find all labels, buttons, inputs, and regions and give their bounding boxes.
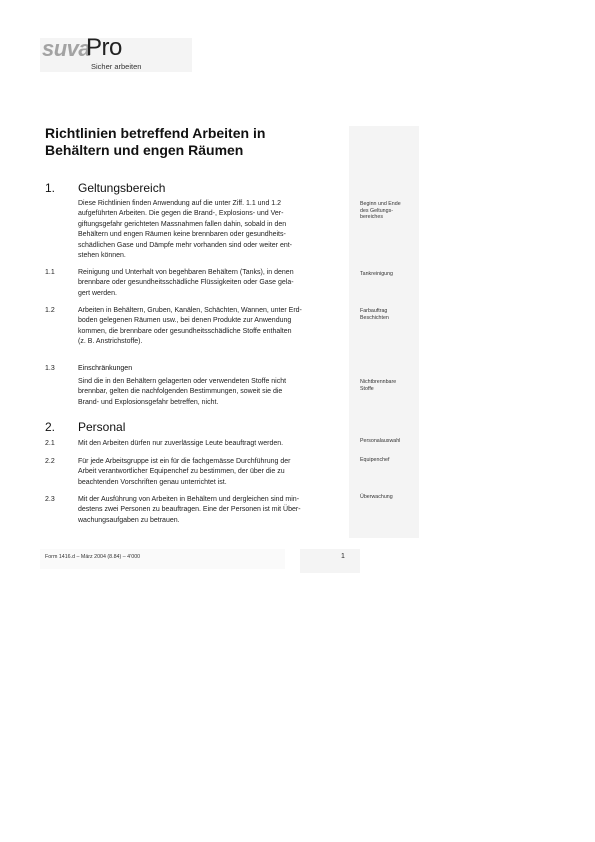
- item-number: 1.1: [45, 269, 55, 276]
- margin-note: Nichtbrennbare Stoffe: [360, 379, 397, 392]
- form-info: Form 1416.d – März 2004 (8.84) – 4’000: [45, 554, 141, 560]
- logo-brand-right: Pro: [86, 34, 122, 61]
- section-intro-text: Diese Richtlinien finden Anwendung auf die unter Ziff. 1.1 und 1.2 aufgeführten Arbeiten. Die gegen die Brand-, Explosions- und Ver- giftungsgefahr gerichteten Massnahmen fallen dahin, sobald in den Behältern und engen Räumen keine brennbaren oder gesundheits- schädlichen Gase und Dämpfe mehr vorhanden sind oder weiter ent- stehen können.: [78, 200, 293, 260]
- item-text: Mit den Arbeiten dürfen nur zuverlässige Leute beauftragt werden.: [78, 440, 284, 447]
- section-number: 1.: [45, 181, 56, 195]
- item-number: 2.2: [45, 458, 55, 465]
- section-heading: Personal: [78, 420, 126, 434]
- document-title-line-1: Richtlinien betreffend Arbeiten in: [45, 125, 266, 141]
- margin-note: Beginn und Ende des Geltungs- bereiches: [360, 201, 401, 221]
- item-text: Mit der Ausführung von Arbeiten in Behältern und dergleichen sind min- destens zwei Personen zu beauftragen. Eine der Personen ist mit Über- wachungsaufgaben zu betrauen.: [78, 496, 301, 524]
- item-text: Reinigung und Unterhalt von begehbaren Behältern (Tanks), in denen brennbare oder gesundheitsschädliche Flüssigkeiten oder Gase gela- gert werden.: [78, 269, 294, 297]
- document-title-line-2: Behältern und engen Räumen: [45, 142, 244, 158]
- section-heading: Geltungsbereich: [78, 181, 166, 195]
- logo-brand-left: suva: [42, 36, 91, 61]
- logo-tagline: Sicher arbeiten: [91, 62, 142, 71]
- margin-note: Tankreinigung: [360, 271, 393, 277]
- document-title: [45, 125, 345, 159]
- margin-note: Equipenchef: [360, 457, 390, 463]
- page-number-background: [300, 549, 360, 573]
- item-number: 1.2: [45, 307, 55, 314]
- margin-note: Personalauswahl: [360, 438, 401, 444]
- page-number: 1: [341, 553, 345, 560]
- item-number: 1.3: [45, 365, 55, 372]
- margin-column: [349, 126, 419, 538]
- item-heading: Einschränkungen: [78, 365, 133, 372]
- margin-note: Überwachung: [360, 494, 393, 500]
- item-number: 2.1: [45, 440, 55, 447]
- item-text: Für jede Arbeitsgruppe ist ein für die fachgemässe Durchführung der Arbeit verantwortlicher Equipenchef zu bestimmen, der über die zu beachtenden Vorschriften genau unterrichtet ist.: [78, 458, 291, 486]
- section-number: 2.: [45, 420, 56, 434]
- item-number: 2.3: [45, 496, 55, 503]
- item-text: Arbeiten in Behältern, Gruben, Kanälen, Schächten, Wannen, unter Erd- boden gelegenen Räumen usw., bei denen Produkte zur Anwendung kommen, die brennbare oder gesundheitsschädliche Stoffe enthalten (z. B. Anstrichstoffe).: [78, 307, 302, 346]
- item-text: Sind die in den Behältern gelagerten oder verwendeten Stoffe nicht brennbar, gelten die nachfolgenden Bestimmungen, soweit sie die Brand- und Explosionsgefahr betreffen, nicht.: [78, 378, 287, 406]
- margin-note: Farbauftrag Beschichten: [360, 308, 389, 321]
